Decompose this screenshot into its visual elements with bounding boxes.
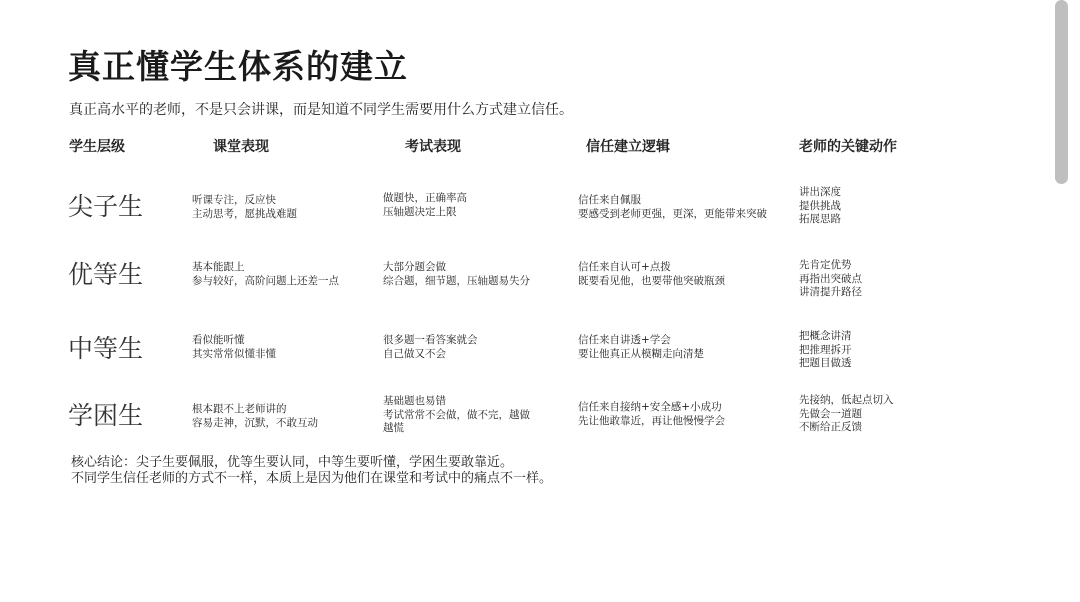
page-subtitle: 真正高水平的老师，不是只会讲课，而是知道不同学生需要用什么方式建立信任。 <box>69 102 573 118</box>
level-label: 优等生 <box>68 260 144 289</box>
exam-cell: 很多题一看答案就会 自己做又不会 <box>383 334 478 360</box>
level-label: 学困生 <box>68 401 144 430</box>
action-cell: 把概念讲清 把推理拆开 把题目做透 <box>799 330 852 370</box>
action-cell: 先肯定优势 再指出突破点 讲清提升路径 <box>799 259 862 299</box>
page-title: 真正懂学生体系的建立 <box>68 47 408 86</box>
exam-cell: 基础题也易错 考试常常不会做，做不完，越做 越慌 <box>383 395 530 435</box>
header-action: 老师的关键动作 <box>799 139 897 155</box>
class-cell: 根本跟不上老师讲的 容易走神，沉默，不敢互动 <box>192 403 318 429</box>
exam-cell: 做题快，正确率高 压轴题决定上限 <box>383 192 467 218</box>
action-cell: 先接纳，低起点切入 先做会一道题 不断给正反馈 <box>799 394 894 434</box>
trust-cell: 信任来自接纳+安全感+小成功 先让他敢靠近，再让他慢慢学会 <box>578 401 725 427</box>
header-trust: 信任建立逻辑 <box>586 139 670 155</box>
action-cell: 讲出深度 提供挑战 拓展思路 <box>799 186 841 226</box>
conclusion-line-1: 核心结论：尖子生要佩服，优等生要认同，中等生要听懂，学困生要敢靠近。 <box>71 455 514 470</box>
exam-cell: 大部分题会做 综合题，细节题，压轴题易失分 <box>383 261 530 287</box>
class-cell: 基本能跟上 参与较好，高阶问题上还差一点 <box>192 261 339 287</box>
header-level: 学生层级 <box>69 139 125 155</box>
conclusion-line-2: 不同学生信任老师的方式不一样，本质上是因为他们在课堂和考试中的痛点不一样。 <box>71 471 553 486</box>
class-cell: 听课专注，反应快 主动思考，愿挑战难题 <box>192 194 297 220</box>
trust-cell: 信任来自讲透+学会 要让他真正从模糊走向清楚 <box>578 334 704 360</box>
level-label: 中等生 <box>68 334 144 363</box>
header-class: 课堂表现 <box>213 139 269 155</box>
conclusion <box>71 455 552 487</box>
level-label: 尖子生 <box>68 192 144 221</box>
header-exam: 考试表现 <box>405 139 461 155</box>
class-cell: 看似能听懂 其实常常似懂非懂 <box>192 334 276 360</box>
vertical-scrollbar-thumb[interactable] <box>1055 0 1068 184</box>
trust-cell: 信任来自佩服 要感受到老师更强，更深，更能带来突破 <box>578 194 767 220</box>
trust-cell: 信任来自认可+点拨 既要看见他，也要带他突破瓶颈 <box>578 261 725 287</box>
